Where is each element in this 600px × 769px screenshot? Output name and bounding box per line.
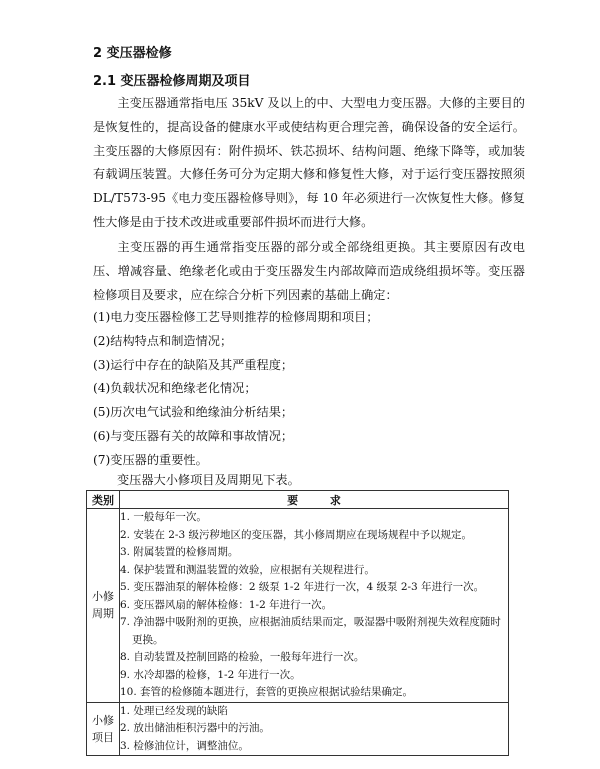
list-item: 10. 套管的检修随本题进行，套管的更换应根据试验结果确定。 (120, 686, 414, 698)
maintenance-table (86, 490, 509, 756)
list-item: (7)变压器的重要性。 (93, 452, 208, 467)
list-item-continuation: 更换。 (132, 633, 164, 646)
requirements-cell (120, 509, 509, 703)
subsection-title: 2.1 变压器检修周期及项目 (93, 74, 251, 89)
table-caption: 变压器大小修项目及周期见下表。 (117, 473, 300, 487)
list-item: (5)历次电气试验和绝缘油分析结果； (93, 405, 294, 420)
list-item: 9. 水冷却器的检修，1-2 年进行一次。 (120, 668, 301, 681)
factor-list (93, 306, 533, 473)
header-requirements: 要 求 (120, 491, 509, 509)
list-item: 4. 保护装置和测温装置的效验，应根据有关规程进行。 (120, 563, 375, 576)
category-cell: 小修 项目 (87, 702, 120, 756)
paragraph-major-overhaul: 主变压器通常指电压 35kV 及以上的中、大型电力变压器。大修的主要目的是恢复性的，提高设备的健康水平或使结构更合理完善，确保设备的安全运行。主变压器的大修原因有：附件损坏、铁芯损坏、结构问题、绝缘下降等，或加装有载调压装置。大修任务可分为定期大修和修复性大修，对于运行变压器按照须 DL/T573-95《电力变压器检修导则》，每 10 年必须进行一次恢复性大修。修复性大修是由于技术改进或重要部件损坏而进行大修。 (93, 96, 525, 229)
list-item: 8. 自动装置及控制回路的检验，一般每年进行一次。 (120, 651, 365, 663)
list-item: 1. 处理已经发现的缺陷 (120, 704, 228, 717)
list-item: 3. 检修油位计，调整油位。 (120, 739, 249, 752)
paragraph-rewinding: 主变压器的再生通常指变压器的部分或全部绕组更换。其主要原因有改电压、增减容量、绝缘老化或由于变压器发生内部故障而造成绕组损坏等。变压器检修项目及要求，应在综合分析下列因素的基础上确定： (93, 240, 525, 302)
requirements-cell (120, 702, 509, 756)
table-row (87, 702, 509, 756)
section-title: 2 变压器检修 (93, 46, 172, 61)
list-item: (4)负载状况和绝缘老化情况； (93, 381, 257, 396)
list-item: 1. 一般每年一次。 (120, 511, 207, 523)
table-header-row (87, 491, 509, 509)
list-item: 6. 变压器风扇的解体检修：1-2 年进行一次。 (120, 598, 333, 611)
list-item: 5. 变压器油泵的解体检修：2 级泵 1-2 年进行一次，4 级泵 2-3 年进行一次。 (120, 581, 485, 593)
list-item: 2. 放出储油柜积污器中的污油。 (120, 722, 270, 734)
table-row (87, 509, 509, 703)
list-item: 3. 附属装置的检修周期。 (120, 546, 239, 558)
header-category: 类别 (87, 491, 120, 509)
list-item: (1)电力变压器检修工艺导则推荐的检修周期和项目； (93, 310, 379, 324)
list-item: (2)结构特点和制造情况； (93, 333, 233, 348)
list-item: 2. 安装在 2-3 级污秽地区的变压器，其小修周期应在现场规程中予以规定。 (120, 528, 472, 541)
category-cell: 小修 周期 (87, 509, 120, 703)
list-item: (3)运行中存在的缺陷及其严重程度； (93, 357, 294, 372)
list-item: 7. 净油器中吸附剂的更换，应根据油质结果而定，吸湿器中吸附剂视失效程度随时 (120, 616, 501, 628)
list-item: (6)与变压器有关的故障和事故情况； (93, 428, 294, 443)
